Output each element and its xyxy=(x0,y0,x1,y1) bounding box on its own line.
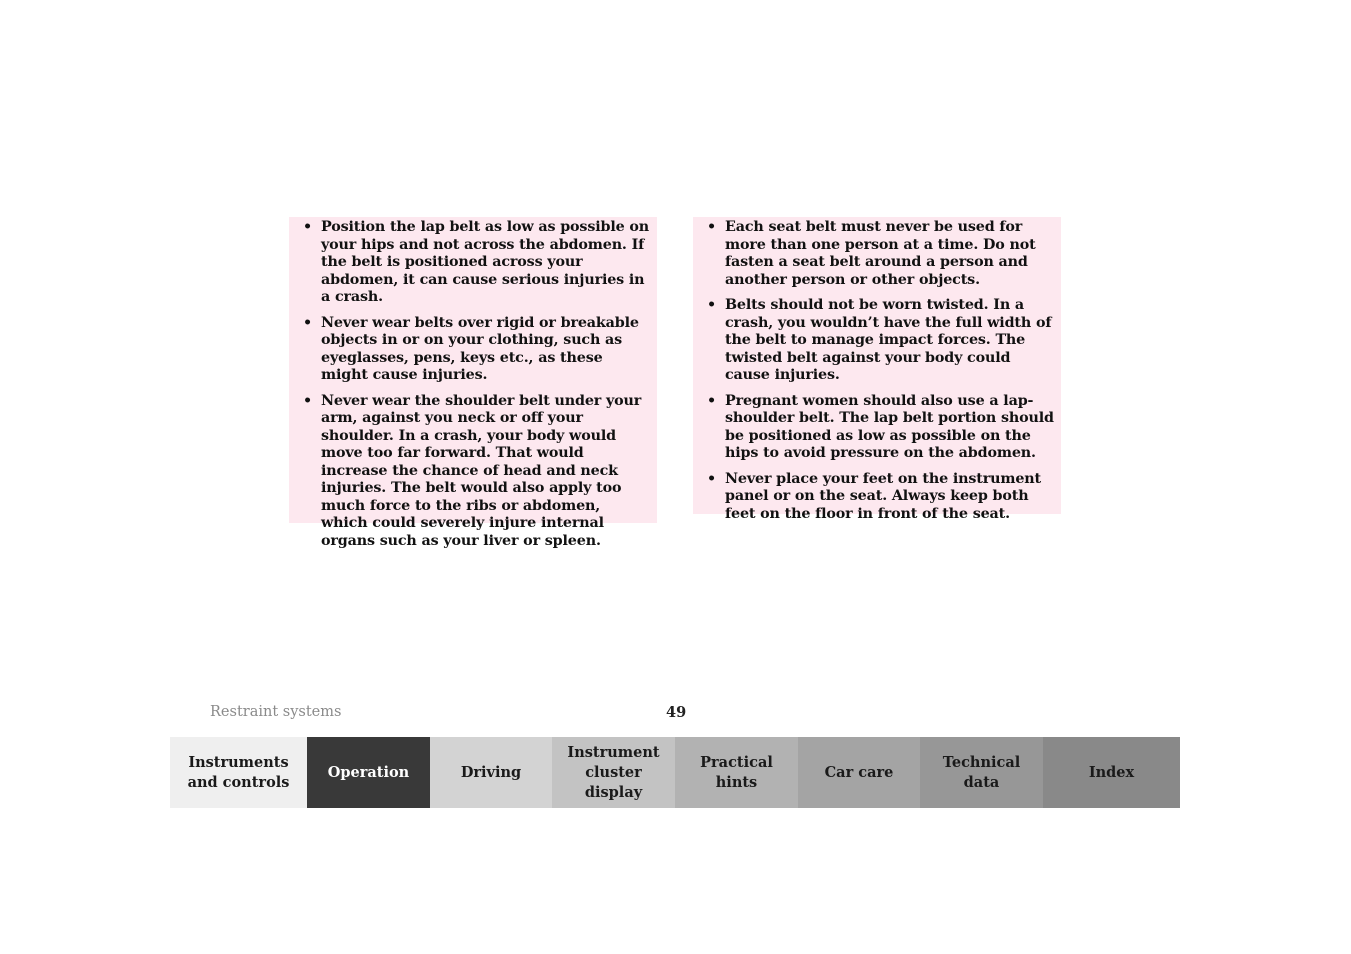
tab-label: Car care xyxy=(824,763,894,781)
bullet-icon: • xyxy=(303,219,312,235)
warning-item-text: Never place your feet on the instrument panel or on the seat. Always keep both feet on the floor in front of the seat. xyxy=(725,470,1041,522)
tab-label: Index xyxy=(1088,763,1135,781)
tab-label: Instruments and controls xyxy=(187,753,290,791)
bullet-icon: • xyxy=(707,470,716,487)
bullet-icon: • xyxy=(707,219,716,235)
chapter-nav-bar xyxy=(170,737,1180,808)
bullet-icon: • xyxy=(303,392,312,409)
warning-item xyxy=(303,393,651,551)
section-title: Restraint systems xyxy=(210,704,342,720)
bullet-icon: • xyxy=(303,314,312,331)
warning-list-right xyxy=(707,219,1055,523)
tab-label: Practical hints xyxy=(700,753,773,791)
warning-item-text: Never wear the shoulder belt under your arm, against you neck or off your shoulder. In a crash, your body would move too far forward. That would increase the chance of head and neck injuries. The belt would also apply too much force to the ribs or abdomen, which could severely injure internal organs such as your liver or spleen. xyxy=(321,392,642,549)
warning-item xyxy=(303,315,651,385)
warning-item xyxy=(707,393,1055,463)
tab-driving[interactable] xyxy=(430,737,552,808)
tab-car-care[interactable] xyxy=(798,737,920,808)
tab-label: Instrument cluster display xyxy=(567,743,660,801)
warning-box-left xyxy=(289,217,657,549)
warning-item xyxy=(303,219,651,307)
warning-item-text: Pregnant women should also use a lap-shoulder belt. The lap belt portion should be positioned as low as possible on the hips to avoid pressure on the abdomen. xyxy=(725,392,1054,461)
tab-label: Driving xyxy=(460,763,522,781)
tab-instrument-cluster-display[interactable] xyxy=(552,737,675,808)
tab-technical-data[interactable] xyxy=(920,737,1043,808)
tab-practical-hints[interactable] xyxy=(675,737,798,808)
warning-item xyxy=(707,471,1055,524)
warning-item-text: Each seat belt must never be used for more than one person at a time. Do not fasten a seat belt around a person and another person or other objects. xyxy=(725,219,1036,288)
tab-instruments-and-controls[interactable] xyxy=(170,737,307,808)
bullet-icon: • xyxy=(707,297,716,313)
page-number: 49 xyxy=(666,704,687,721)
warning-box-right xyxy=(693,217,1061,522)
warning-item xyxy=(707,297,1055,385)
warning-item xyxy=(707,219,1055,289)
warning-item-text: Position the lap belt as low as possible on your hips and not across the abdomen. If the belt is positioned across your abdomen, it can cause serious injuries in a crash. xyxy=(321,219,650,305)
tab-index[interactable] xyxy=(1043,737,1180,808)
tab-label: Operation xyxy=(327,763,410,781)
tab-label: Technical data xyxy=(942,753,1021,791)
warning-list-left xyxy=(303,219,651,550)
tab-operation[interactable] xyxy=(307,737,430,808)
bullet-icon: • xyxy=(707,392,716,409)
warning-item-text: Belts should not be worn twisted. In a crash, you wouldn’t have the full width of the belt to manage impact forces. The twisted belt against your body could cause injuries. xyxy=(725,297,1052,383)
warning-item-text: Never wear belts over rigid or breakable objects in or on your clothing, such as eyeglasses, pens, keys etc., as these might cause injuries. xyxy=(321,314,639,383)
